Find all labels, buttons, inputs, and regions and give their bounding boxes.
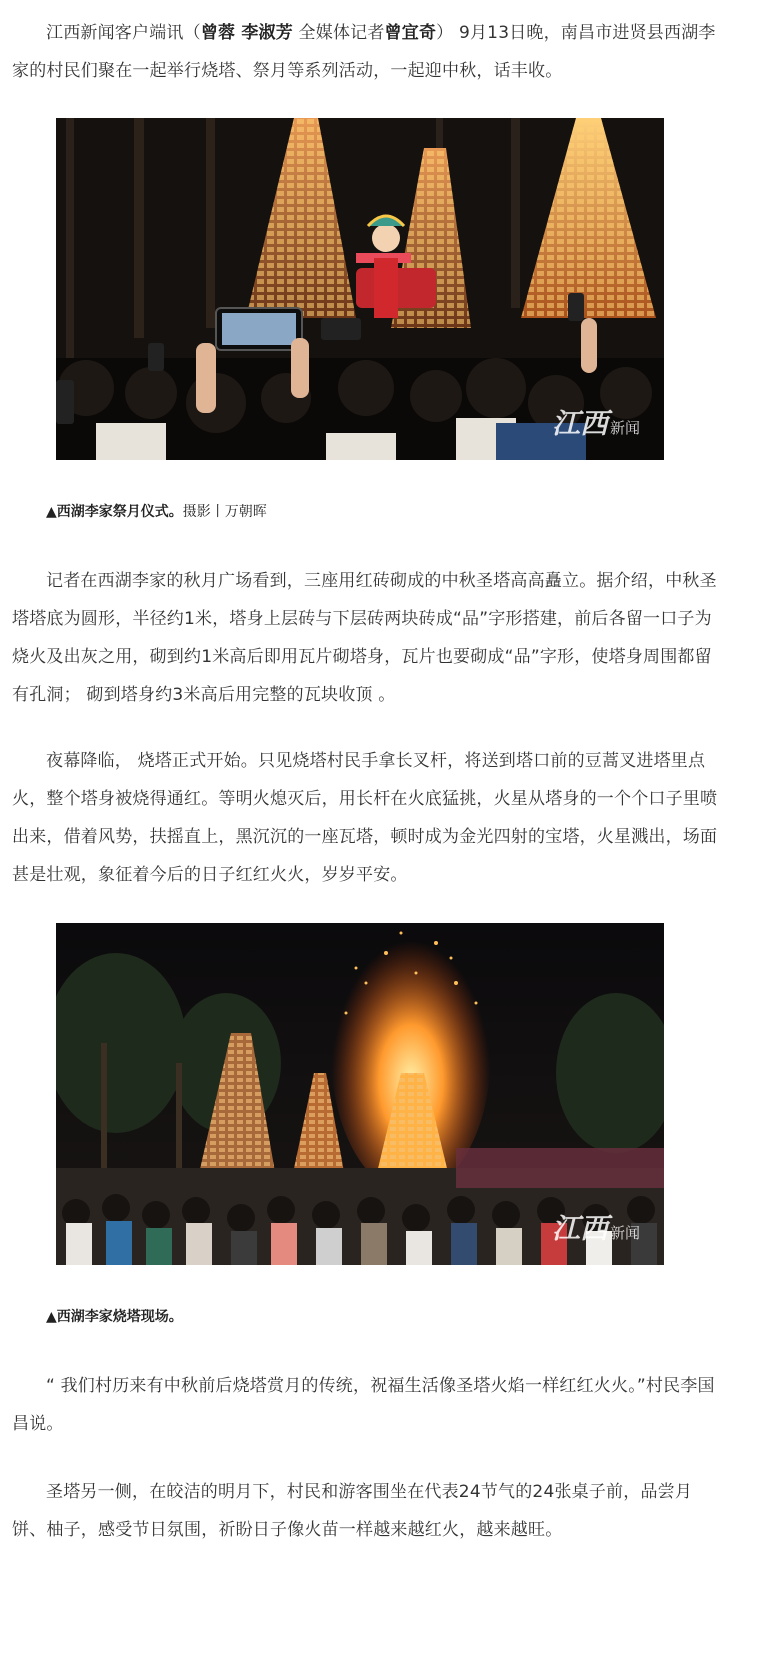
caption-moon-ceremony: [46, 502, 267, 522]
intro-prefix: 江西新闻客户端讯（: [46, 23, 201, 43]
photo-tower-burning: [56, 923, 664, 1265]
caption-title-2: ▲西湖李家烧塔现场。: [46, 1309, 183, 1325]
watermark-news-text: 新闻: [609, 419, 640, 437]
watermark-logo-text: 江西: [551, 407, 608, 440]
reporter-name: 曾宜奇: [384, 23, 437, 43]
watermark-logo: [552, 402, 640, 442]
caption-tower-burning: [46, 1307, 183, 1327]
intro-mid: 全媒体记者: [292, 23, 385, 43]
caption-credit: 摄影丨万朝晖: [182, 504, 267, 520]
caption-title: ▲西湖李家祭月仪式。: [46, 504, 183, 520]
paragraph-tables: 圣塔另一侧，在皎洁的明月下，村民和游客围坐在代表24节气的24张桌子前，品尝月饼、柚子，感受节日氛围，祈盼日子像火苗一样越来越红火，越来越旺。: [12, 1482, 693, 1540]
paragraph-intro: [12, 14, 718, 90]
intro-suffix: ） 9月13日晚，南昌市进贤县西湖李家的村民们聚在一起举行烧塔、祭月等系列活动，一起迎中秋，话丰收。: [12, 23, 716, 81]
watermark-logo-text-2: 江西: [551, 1212, 608, 1245]
photo-moon-ceremony: [56, 118, 664, 460]
watermark-news-text-2: 新闻: [609, 1224, 640, 1242]
paragraph-burning: 夜幕降临， 烧塔正式开始。只见烧塔村民手拿长叉杆，将送到塔口前的豆蒿叉进塔里点火，整个塔身被烧得通红。等明火熄灭后，用长杆在火底猛挑，火星从塔身的一个个口子里喷出来，借着风势，扶摇直上，黑沉沉的一座瓦塔，顿时成为金光四射的宝塔，火星溅出，场面甚是壮观，象征着今后的日子红红火火，岁岁平安。: [12, 751, 718, 885]
paragraph-quote: “ 我们村历来有中秋前后烧塔赏月的传统，祝福生活像圣塔火焰一样红红火火。”村民李国昌说。: [12, 1376, 715, 1434]
author-names: 曾蓉 李淑芳: [200, 23, 293, 43]
paragraph-towers: 记者在西湖李家的秋月广场看到，三座用红砖砌成的中秋圣塔高高矗立。据介绍，中秋圣塔塔底为圆形，半径约1米，塔身上层砖与下层砖两块砖成“品”字形搭建，前后各留一口子为烧火及出灰之用，砌到约1米高后即用瓦片砌塔身，瓦片也要砌成“品”字形，使塔身周围都留有孔洞； 砌到塔身约3米高后用完整的瓦块收顶 。: [12, 571, 717, 705]
watermark-logo-2: [552, 1207, 640, 1247]
